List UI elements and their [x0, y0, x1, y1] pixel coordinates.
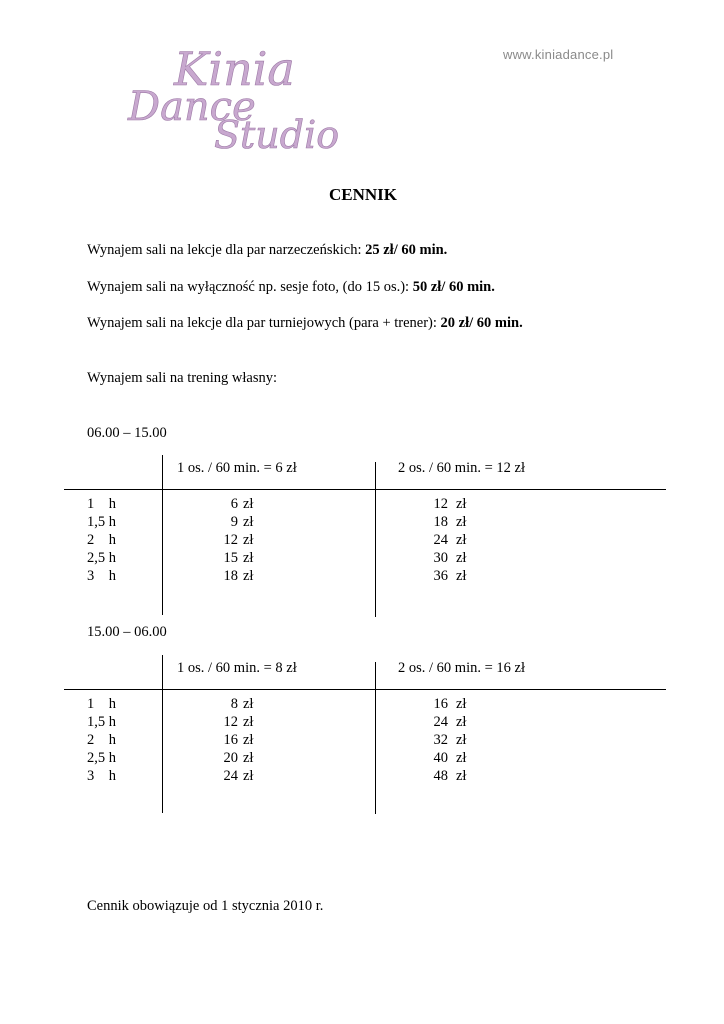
offer-text: Wynajem sali na wyłączność np. sesje foto, (do 15 os.): — [87, 279, 413, 295]
logo-graphic — [122, 30, 352, 160]
offer-line-3 — [87, 315, 523, 332]
price-2-persons: 16 — [433, 696, 448, 712]
studio-logo — [122, 30, 352, 160]
currency-unit: zł — [243, 750, 254, 766]
row-duration: 2 h — [87, 732, 116, 748]
price-1-person: 6 — [230, 496, 238, 512]
currency-unit: zł — [243, 696, 254, 712]
row-duration: 3 h — [87, 768, 116, 784]
offer-price: 20 zł/ 60 min. — [440, 315, 523, 331]
table-divider — [375, 462, 376, 617]
price-1-person: 12 — [223, 714, 238, 730]
row-duration: 1,5 h — [87, 514, 116, 530]
currency-unit: zł — [243, 714, 254, 730]
price-2-persons: 24 — [433, 714, 448, 730]
offer-price: 50 zł/ 60 min. — [412, 279, 495, 295]
price-2-persons: 32 — [433, 732, 448, 748]
price-1-person: 12 — [223, 532, 238, 548]
offer-text: Wynajem sali na lekcje dla par turniejowych (para + trener): — [87, 315, 441, 331]
currency-unit: zł — [456, 514, 467, 530]
time-range-1: 06.00 – 15.00 — [87, 425, 167, 441]
row-duration: 2,5 h — [87, 750, 116, 766]
currency-unit: zł — [243, 732, 254, 748]
validity-note: Cennik obowiązuje od 1 stycznia 2010 r. — [87, 898, 324, 914]
price-1-person: 20 — [223, 750, 238, 766]
currency-unit: zł — [243, 496, 254, 512]
table-rule — [64, 489, 666, 490]
row-duration: 3 h — [87, 568, 116, 584]
price-1-person: 8 — [230, 696, 238, 712]
currency-unit: zł — [243, 550, 254, 566]
column-header-1os: 1 os. / 60 min. = 6 zł — [177, 460, 297, 476]
price-1-person: 16 — [223, 732, 238, 748]
price-2-persons: 18 — [433, 514, 448, 530]
offer-price: 25 zł/ 60 min. — [365, 242, 448, 258]
column-header-2os: 2 os. / 60 min. = 16 zł — [398, 660, 525, 676]
table-rule — [64, 689, 666, 690]
column-header-1os: 1 os. / 60 min. = 8 zł — [177, 660, 297, 676]
currency-unit: zł — [243, 514, 254, 530]
currency-unit: zł — [456, 696, 467, 712]
row-duration: 1 h — [87, 496, 116, 512]
page-title: CENNIK — [329, 185, 398, 204]
logo-word-studio: Studio — [214, 113, 340, 157]
currency-unit: zł — [243, 568, 254, 584]
currency-unit: zł — [456, 532, 467, 548]
offer-line-1 — [87, 242, 447, 259]
table-divider — [375, 662, 376, 814]
table-divider — [162, 455, 163, 615]
currency-unit: zł — [456, 496, 467, 512]
price-2-persons: 12 — [433, 496, 448, 512]
price-2-persons: 40 — [433, 750, 448, 766]
website-url: www.kiniadance.pl — [503, 47, 614, 62]
price-2-persons: 36 — [433, 568, 448, 584]
table-divider — [162, 655, 163, 813]
currency-unit: zł — [456, 732, 467, 748]
price-2-persons: 24 — [433, 532, 448, 548]
row-duration: 2 h — [87, 532, 116, 548]
logo-word-kinia: Kinia — [174, 42, 295, 96]
currency-unit: zł — [243, 532, 254, 548]
price-1-person: 15 — [223, 550, 238, 566]
offer-text: Wynajem sali na lekcje dla par narzeczeńskich: — [87, 242, 366, 258]
time-range-2: 15.00 – 06.00 — [87, 624, 167, 640]
offer-line-2 — [87, 279, 495, 296]
price-1-person: 9 — [230, 514, 238, 530]
row-duration: 1 h — [87, 696, 116, 712]
currency-unit: zł — [456, 714, 467, 730]
currency-unit: zł — [456, 750, 467, 766]
own-training-label: Wynajem sali na trening własny: — [87, 370, 277, 386]
column-header-2os: 2 os. / 60 min. = 12 zł — [398, 460, 525, 476]
price-2-persons: 48 — [433, 768, 448, 784]
row-duration: 1,5 h — [87, 714, 116, 730]
price-2-persons: 30 — [433, 550, 448, 566]
currency-unit: zł — [243, 768, 254, 784]
price-1-person: 24 — [223, 768, 238, 784]
logo-word-dance: Dance — [128, 84, 256, 130]
currency-unit: zł — [456, 768, 467, 784]
price-1-person: 18 — [223, 568, 238, 584]
currency-unit: zł — [456, 568, 467, 584]
row-duration: 2,5 h — [87, 550, 116, 566]
currency-unit: zł — [456, 550, 467, 566]
